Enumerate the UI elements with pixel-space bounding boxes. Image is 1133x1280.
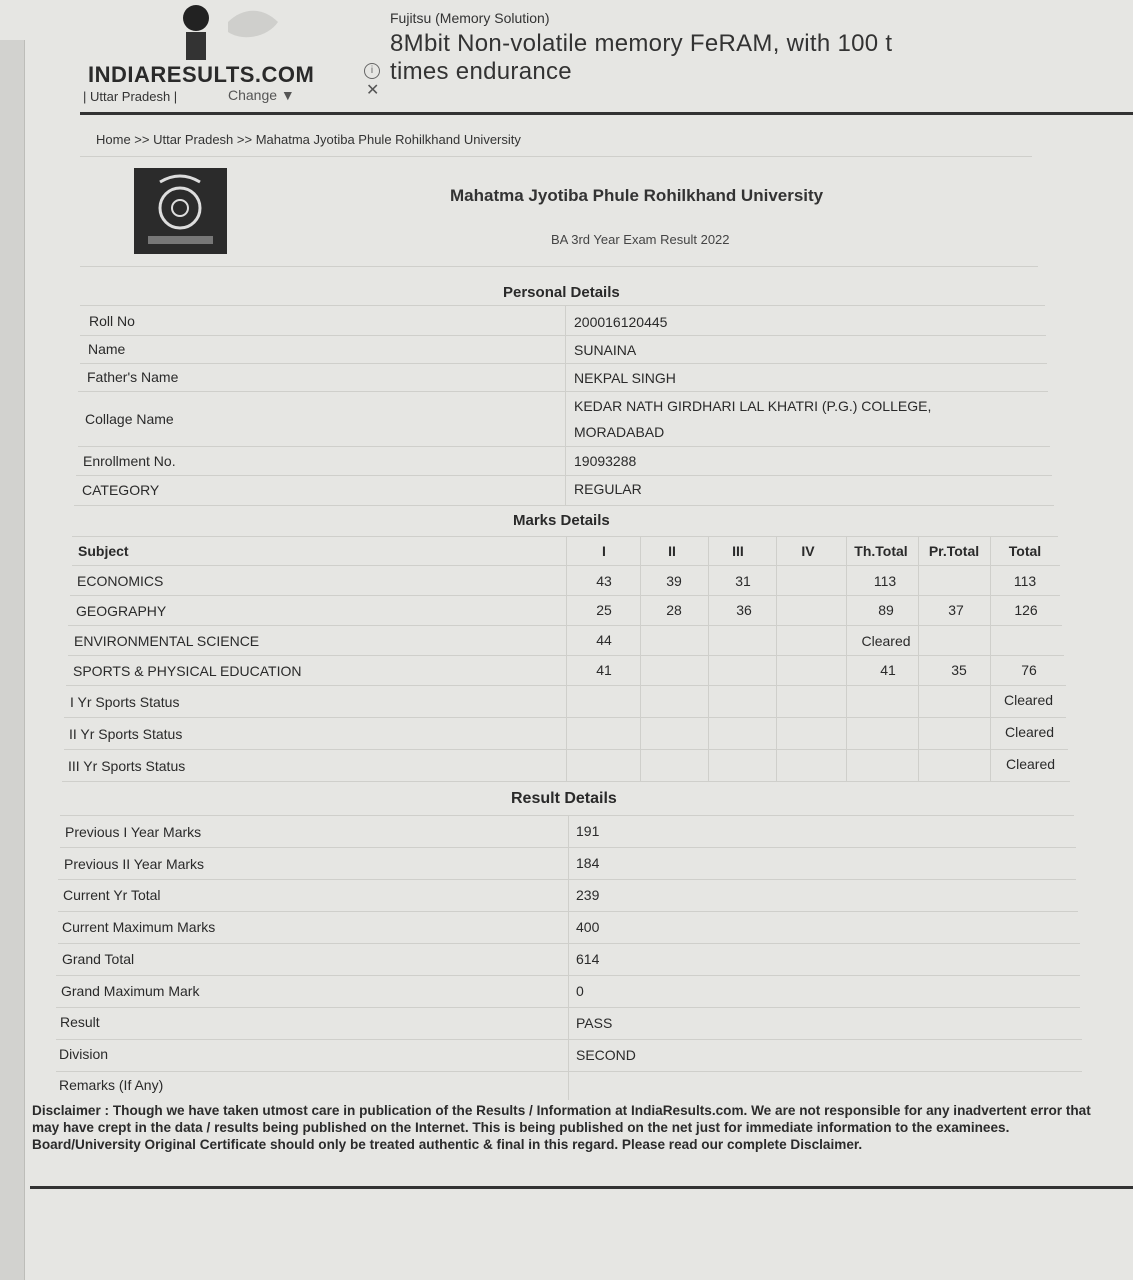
table-border [76,475,1052,476]
enrollment-value: 19093288 [574,453,637,469]
grand-total-label: Grand Total [62,951,135,967]
table-cell: 25 [596,602,612,618]
table-border [80,363,1047,364]
indiaresults-logo-icon [168,2,318,60]
table-border [80,335,1046,336]
col-iii: III [732,543,744,559]
table-cell: 44 [596,632,612,648]
change-state-link[interactable]: Change ▼ [228,87,295,103]
footer-rule [30,1186,1133,1189]
table-border [566,536,567,781]
table-cell: 76 [1021,662,1037,678]
table-row-subject: ECONOMICS [77,573,164,589]
current-total-value: 239 [576,887,600,903]
table-border [68,625,1062,626]
table-cell: 43 [596,573,612,589]
table-cell: Cleared [861,633,911,649]
col-iv: IV [801,543,815,559]
roll-no-value: 200016120445 [574,314,668,330]
table-border [568,815,569,1100]
col-th-total: Th.Total [854,543,908,559]
sports-status-label: II Yr Sports Status [69,726,183,742]
site-brand[interactable]: INDIARESULTS.COM [88,62,315,87]
roll-no-label: Roll No [89,313,135,329]
division-value: SECOND [576,1047,636,1063]
table-border [74,505,1054,506]
exam-name: BA 3rd Year Exam Result 2022 [551,232,730,247]
table-cell: 41 [880,662,896,678]
category-label: CATEGORY [82,482,160,498]
col-pr-total: Pr.Total [928,543,980,559]
header-rule [80,112,1133,115]
sports-status-label: I Yr Sports Status [70,694,180,710]
paper-edge [0,40,25,1280]
college-name-value-line2: MORADABAD [574,424,665,440]
father-name-value: NEKPAL SINGH [574,370,676,386]
prev-year1-value: 191 [576,823,600,839]
disclaimer-lead: Disclaimer : [32,1103,113,1118]
enrollment-label: Enrollment No. [83,453,176,469]
table-border [58,879,1076,880]
table-cell: 35 [951,662,967,678]
table-row-subject: SPORTS & PHYSICAL EDUCATION [73,663,302,679]
table-border [56,1071,1082,1072]
college-name-value: KEDAR NATH GIRDHARI LAL KHATRI (P.G.) COLLEGE, [574,398,932,414]
table-border [58,943,1080,944]
prev-year1-label: Previous I Year Marks [65,824,202,840]
current-max-label: Current Maximum Marks [62,919,216,935]
table-border [640,536,641,781]
table-border [56,1039,1082,1040]
father-name-label: Father's Name [87,369,179,385]
division-label: Division [59,1046,109,1062]
college-name-label: Collage Name [85,411,174,427]
table-border [918,536,919,781]
table-border [708,536,709,781]
disclaimer [32,1102,1092,1153]
table-cell: 31 [735,573,751,589]
table-border [776,536,777,781]
col-i: I [602,543,606,559]
ad-sponsor[interactable]: Fujitsu (Memory Solution) [390,10,550,26]
current-total-label: Current Yr Total [63,887,161,903]
category-value: REGULAR [574,481,642,497]
grand-total-value: 614 [576,951,600,967]
state-label: | Uttar Pradesh | [83,89,178,104]
result-details-heading: Result Details [511,790,617,807]
table-border [565,305,566,505]
table-border [80,305,1045,306]
result-value: PASS [576,1015,613,1031]
table-border [80,156,1032,157]
remarks-label: Remarks (If Any) [59,1077,164,1093]
table-cell: 39 [666,573,682,589]
table-row-subject: GEOGRAPHY [76,603,167,619]
name-value: SUNAINA [574,342,637,358]
table-row-subject: ENVIRONMENTAL SCIENCE [74,633,260,649]
table-border [62,781,1070,782]
col-subject: Subject [78,543,129,559]
table-border [78,391,1048,392]
ad-info-icon[interactable]: i [364,63,380,79]
table-border [60,815,1074,816]
sports-status-label: III Yr Sports Status [68,758,186,774]
breadcrumb[interactable]: Home >> Uttar Pradesh >> Mahatma Jyotiba Phule Rohilkhand University [96,132,521,147]
sports-status-value: Cleared [1005,724,1055,740]
table-border [72,536,1058,537]
table-cell: 28 [666,602,682,618]
sports-status-value: Cleared [1006,756,1056,772]
ad-title[interactable]: 8Mbit Non-volatile memory FeRAM, with 100 t [390,30,893,57]
table-cell: 113 [1013,573,1037,589]
table-cell: 37 [948,602,964,618]
prev-year2-label: Previous II Year Marks [64,856,205,872]
prev-year2-value: 184 [576,855,600,871]
table-cell: 126 [1014,602,1038,618]
result-label: Result [60,1014,100,1030]
table-cell: 41 [596,662,612,678]
ad-title-line2[interactable]: times endurance [390,58,572,85]
table-border [846,536,847,781]
table-border [70,595,1060,596]
table-border [80,266,1038,267]
university-emblem-icon [134,168,227,254]
personal-details-heading: Personal Details [503,284,620,301]
current-max-value: 400 [576,919,600,935]
ad-close-icon[interactable]: ✕ [366,82,380,99]
table-cell: 36 [736,602,752,618]
university-name: Mahatma Jyotiba Phule Rohilkhand University [450,186,824,205]
table-cell: 89 [878,602,894,618]
marks-details-heading: Marks Details [513,512,610,529]
table-border [78,446,1050,447]
col-ii: II [668,543,676,559]
table-border [64,717,1066,718]
sports-status-value: Cleared [1004,692,1054,708]
table-border [990,536,991,781]
grand-max-value: 0 [576,983,584,999]
col-total: Total [1008,543,1042,559]
name-label: Name [88,341,126,357]
disclaimer-text[interactable]: Though we have taken utmost care in publication of the Results / Information at IndiaResults.com. We are not responsible for any inadvertent error that may have crept in the data / results being published on the Internet. This is being published on the net just for immediate information to the examinees. Board/University Original Certificate should only be treated authentic & final in this regard. Please read our complete Disclaimer. [32,1103,1091,1152]
grand-max-label: Grand Maximum Mark [61,983,200,999]
table-cell: 113 [873,573,897,589]
